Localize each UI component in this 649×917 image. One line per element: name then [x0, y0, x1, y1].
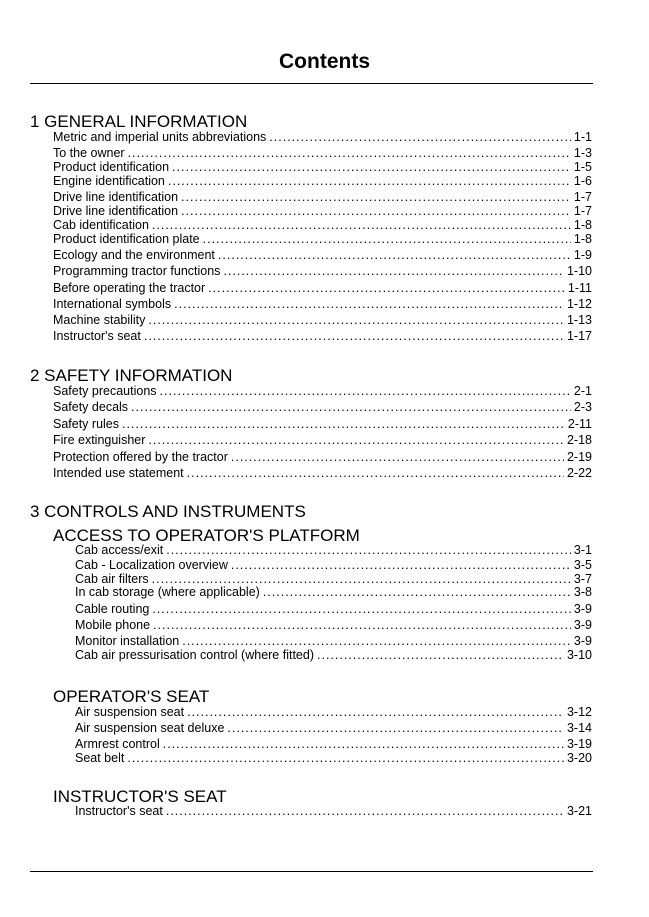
dot-leader [144, 329, 564, 344]
section-heading: 3 CONTROLS AND INSTRUMENTS [30, 502, 306, 521]
toc-entry-page: 2-11 [567, 417, 592, 431]
toc-entry-page: 1-17 [566, 329, 592, 343]
toc-entry-label: Intended use statement [53, 466, 184, 480]
subsection-heading: ACCESS TO OPERATOR'S PLATFORM [53, 526, 360, 545]
toc-entry-label: Drive line identification [53, 190, 179, 204]
toc-entry-label: Air suspension seat deluxe [75, 721, 225, 735]
dot-leader [168, 174, 571, 189]
toc-entry-label: Cab identification [53, 218, 149, 232]
toc-entry-label: Cable routing [75, 602, 150, 616]
dot-leader [218, 248, 571, 263]
toc-entry[interactable] [53, 264, 592, 279]
toc-entry[interactable] [75, 634, 592, 649]
toc-entry-page: 3-14 [566, 721, 592, 735]
toc-entry-page: 2-3 [573, 400, 592, 414]
toc-entry-label: Cab air pressurisation control (where fitted) [75, 648, 314, 662]
toc-entry[interactable] [53, 329, 592, 344]
toc-entry-page: 3-5 [573, 558, 592, 572]
toc-entry[interactable] [53, 313, 592, 328]
toc-entry-label: Machine stability [53, 313, 146, 327]
toc-entry-page: 3-7 [573, 572, 592, 586]
dot-leader [187, 705, 564, 720]
toc-entry-label: Armrest control [75, 737, 160, 751]
toc-entry-label: Mobile phone [75, 618, 151, 632]
subsection-heading: INSTRUCTOR'S SEAT [53, 787, 227, 806]
toc-entry-label: International symbols [53, 297, 172, 311]
dot-leader [182, 634, 571, 649]
toc-entry-page: 1-1 [573, 130, 592, 144]
toc-entry-label: Metric and imperial units abbreviations [53, 130, 267, 144]
toc-entry-page: 2-1 [573, 384, 592, 398]
toc-entry[interactable] [53, 450, 592, 465]
toc-entry-label: Product identification [53, 160, 170, 174]
toc-entry-page: 2-18 [566, 433, 592, 447]
toc-entry[interactable] [75, 705, 592, 720]
toc-entry-page: 3-19 [566, 737, 592, 751]
toc-entry-label: Safety precautions [53, 384, 157, 398]
toc-entry-page: 1-7 [573, 190, 592, 204]
dot-leader [208, 281, 565, 296]
toc-entry[interactable] [53, 400, 592, 415]
dot-leader [131, 400, 571, 415]
dot-leader [128, 146, 571, 161]
toc-entry-label: Engine identification [53, 174, 165, 188]
toc-entry[interactable] [53, 417, 592, 432]
dot-leader [231, 558, 571, 573]
toc-entry[interactable] [53, 384, 592, 399]
toc-entry-label: Cab air filters [75, 572, 149, 586]
toc-entry[interactable] [53, 297, 592, 312]
toc-entry-page: 3-12 [566, 705, 592, 719]
toc-entry[interactable] [53, 130, 592, 145]
bottom-divider [30, 871, 593, 872]
toc-entry[interactable] [53, 204, 592, 219]
toc-entry[interactable] [75, 721, 592, 736]
toc-entry-label: Seat belt [75, 751, 125, 765]
toc-entry-page: 1-13 [566, 313, 592, 327]
subsection-heading: OPERATOR'S SEAT [53, 687, 210, 706]
toc-entry[interactable] [75, 558, 592, 573]
toc-entry-page: 3-9 [573, 634, 592, 648]
toc-entry[interactable] [53, 466, 592, 481]
toc-entry-label: Programming tractor functions [53, 264, 221, 278]
toc-entry-label: Fire extinguisher [53, 433, 146, 447]
toc-entry-label: Monitor installation [75, 634, 180, 648]
dot-leader [163, 737, 564, 752]
toc-entry[interactable] [75, 737, 592, 752]
dot-leader [148, 433, 564, 448]
dot-leader [166, 543, 571, 558]
toc-entry[interactable] [53, 174, 592, 189]
toc-entry[interactable] [75, 585, 592, 600]
toc-entry-page: 1-7 [573, 204, 592, 218]
toc-entry-label: Instructor's seat [53, 329, 141, 343]
top-divider [30, 83, 593, 84]
toc-entry-label: Product identification plate [53, 232, 200, 246]
dot-leader [122, 417, 565, 432]
toc-entry-page: 1-11 [567, 281, 592, 295]
toc-entry[interactable] [53, 433, 592, 448]
toc-entry-page: 2-19 [566, 450, 592, 464]
dot-leader [148, 313, 564, 328]
toc-entry-label: Safety rules [53, 417, 120, 431]
dot-leader [127, 751, 564, 766]
dot-leader [181, 204, 571, 219]
dot-leader [231, 450, 564, 465]
toc-entry[interactable] [53, 190, 592, 205]
toc-entry-label: Before operating the tractor [53, 281, 206, 295]
toc-entry-page: 1-3 [573, 146, 592, 160]
toc-entry[interactable] [75, 618, 592, 633]
toc-entry-page: 1-9 [573, 248, 592, 262]
dot-leader [174, 297, 564, 312]
toc-entry-page: 1-5 [573, 160, 592, 174]
dot-leader [187, 466, 564, 481]
toc-entry[interactable] [75, 751, 592, 766]
section-heading: 1 GENERAL INFORMATION [30, 112, 248, 131]
toc-entry[interactable] [53, 160, 592, 175]
dot-leader [203, 232, 571, 247]
toc-entry-page: 3-9 [573, 618, 592, 632]
dot-leader [181, 190, 571, 205]
toc-entry-page: 1-10 [566, 264, 592, 278]
toc-entry-page: 1-8 [573, 218, 592, 232]
dot-leader [223, 264, 564, 279]
dot-leader [172, 160, 571, 175]
toc-entry[interactable] [75, 648, 592, 663]
toc-entry[interactable] [53, 232, 592, 247]
toc-entry-page: 3-21 [566, 804, 592, 818]
toc-entry-page: 3-20 [566, 751, 592, 765]
toc-entry-label: Drive line identification [53, 204, 179, 218]
toc-entry-label: Ecology and the environment [53, 248, 215, 262]
toc-entry-page: 3-8 [573, 585, 592, 599]
dot-leader [153, 618, 571, 633]
toc-entry-page: 1-6 [573, 174, 592, 188]
toc-entry-label: Safety decals [53, 400, 129, 414]
toc-entry[interactable] [53, 218, 592, 233]
toc-entry-page: 3-9 [573, 602, 592, 616]
toc-entry[interactable] [53, 248, 592, 263]
page-title: Contents [279, 50, 370, 73]
toc-entry-page: 3-10 [566, 648, 592, 662]
dot-leader [152, 218, 571, 233]
toc-entry-label: Cab access/exit [75, 543, 164, 557]
toc-entry[interactable] [53, 281, 592, 296]
toc-entry-label: Cab - Localization overview [75, 558, 228, 572]
dot-leader [227, 721, 564, 736]
toc-entry-page: 2-22 [566, 466, 592, 480]
dot-leader [152, 602, 571, 617]
toc-entry-label: To the owner [53, 146, 125, 160]
dot-leader [166, 804, 564, 819]
toc-entry-label: Air suspension seat [75, 705, 185, 719]
toc-entry-page: 1-12 [566, 297, 592, 311]
toc-entry[interactable] [75, 804, 592, 819]
dot-leader [160, 384, 571, 399]
toc-entry-page: 3-1 [573, 543, 592, 557]
dot-leader [317, 648, 564, 663]
toc-entry-label: In cab storage (where applicable) [75, 585, 260, 599]
toc-entry-label: Protection offered by the tractor [53, 450, 228, 464]
toc-entry-label: Instructor's seat [75, 804, 163, 818]
toc-entry[interactable] [53, 146, 592, 161]
toc-entry-page: 1-8 [573, 232, 592, 246]
toc-entry[interactable] [75, 602, 592, 617]
toc-entry[interactable] [75, 543, 592, 558]
dot-leader [269, 130, 571, 145]
dot-leader [263, 585, 571, 600]
section-heading: 2 SAFETY INFORMATION [30, 366, 233, 385]
